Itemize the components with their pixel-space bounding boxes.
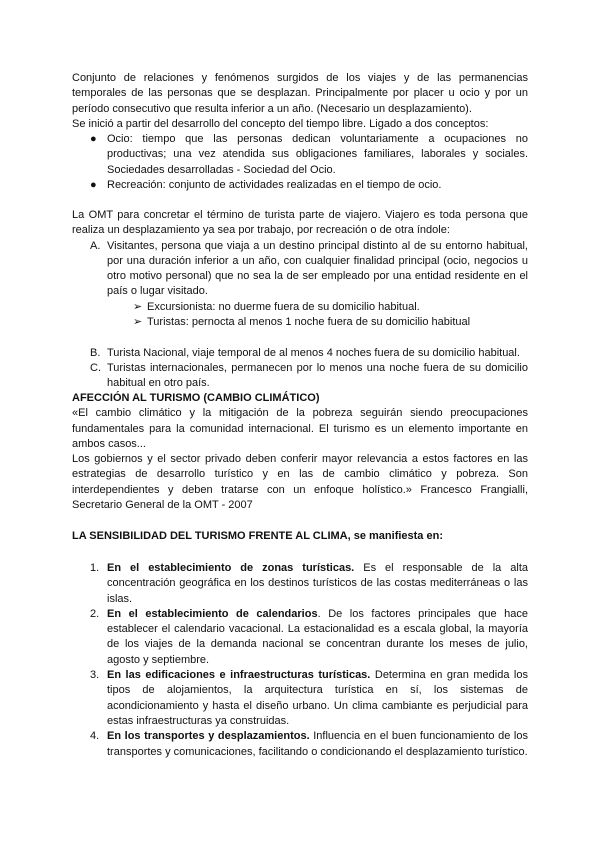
list-item-text: Recreación: conjunto de actividades realizadas en el tiempo de ocio. (107, 179, 442, 192)
list-item (72, 668, 528, 729)
list-item-text: Visitantes, persona que viaja a un destino principal distinto al de su entorno habitual, por una duración inferior a un año, con cualquier finalidad principal (ocio, negocios u otro motivo personal) que no sea la de ser empleado por una entidad residente en el país o lugar visitado. (107, 239, 528, 298)
list-item-text: Influencia en el buen funcionamiento de los transportes y comunicaciones, facilitando o condicionando el desplazamiento turístico. (107, 730, 528, 758)
sub-item (72, 315, 528, 330)
quote-paragraph: Los gobiernos y el sector privado deben conferir mayor relevancia a estos factores en las estrategias de desarrollo turístico y en las de cambio climático y pobreza. Son interdependientes y deben tratarse con un enfoque holístico.» Francesco Frangialli, Secretario General de la OMT - 2007 (72, 453, 528, 512)
list-item-title: En el establecimiento de zonas turísticas. (107, 562, 355, 574)
list-item (72, 561, 528, 607)
list-marker: 1. (90, 562, 100, 574)
heading-rest: se manifiesta en: (350, 530, 443, 542)
list-item-title: En los transportes y desplazamientos. (107, 730, 310, 743)
list-item-text: Turistas internacionales, permanecen por lo menos una noche fuera de su domicilio habitual en otro país. (107, 361, 528, 390)
intro-section (72, 71, 528, 193)
list-marker: A. (90, 239, 101, 252)
arrow-icon: ➢ (133, 316, 143, 329)
list-item (72, 178, 528, 193)
list-item (72, 361, 528, 392)
section-heading: AFECCIÓN AL TURISMO (CAMBIO CLIMÁTICO) (72, 392, 320, 404)
bullet-icon: ● (90, 179, 97, 192)
list-item (72, 729, 528, 760)
sensibilidad-heading (72, 529, 528, 544)
arrow-icon: ➢ (133, 300, 143, 313)
sub-item (72, 300, 528, 315)
heading-bold: LA SENSIBILIDAD DEL TURISMO FRENTE AL CLIMA, (72, 530, 351, 542)
bullet-icon: ● (90, 133, 97, 146)
list-marker: 2. (90, 607, 100, 620)
definition-paragraph: Conjunto de relaciones y fenómenos surgidos de los viajes y de las permanencias temporales de las personas que se desplazan. Principalmente por placer u ocio y por un período consecutivo que resulta inferior a un año. (Necesario un desplazamiento). (72, 72, 528, 115)
sub-item-text: Turistas: pernocta al menos 1 noche fuera de su domicilio habitual (147, 316, 471, 329)
list-item (72, 239, 528, 300)
list-item (72, 132, 528, 178)
quote-paragraph: «El cambio climático y la mitigación de la pobreza seguirán siendo preocupaciones fundamentales para la comunidad internacional. El turismo es un elemento importante en ambos casos... (72, 407, 528, 450)
omt-section (72, 208, 528, 392)
list-marker: 4. (90, 730, 100, 743)
list-item (72, 607, 528, 668)
sensibilidad-list (72, 561, 528, 760)
list-item-text: Es el responsable de la alta concentración geográfica en los destinos turísticos de las costas mediterráneas o las islas. (107, 562, 528, 605)
afeccion-section (72, 391, 528, 513)
list-marker: C. (90, 361, 101, 374)
origin-paragraph: Se inició a partir del desarrollo del concepto del tiempo libre. Ligado a dos conceptos: (72, 117, 489, 130)
list-marker: 3. (90, 669, 100, 682)
list-item-title: En las edificaciones e infraestructuras turísticas. (107, 669, 371, 682)
list-item-title: En el establecimiento de calendarios (107, 607, 318, 620)
sub-item-text: Excursionista: no duerme fuera de su domicilio habitual. (147, 300, 420, 313)
list-item-text: Determina en gran medida los tipos de alojamientos, la arquitectura turística en sí, los sistemas de acondicionamiento y hasta el diseño urbano. Un clima cambiante es perjudicial para estas infraestructuras ya construidas. (107, 669, 528, 727)
list-item-text: Ocio: tiempo que las personas dedican voluntariamente a ocupaciones no productivas; una vez atendida sus obligaciones familiares, laborales y sociales. Sociedades desarrolladas - Sociedad del Ocio. (107, 133, 528, 176)
list-item-text: Turista Nacional, viaje temporal de al menos 4 noches fuera de su domicilio habitual. (107, 346, 520, 359)
list-marker: B. (90, 346, 101, 359)
list-item (72, 346, 528, 361)
list-item-text: . De los factores principales que hace establecer el calendario vacacional. La estacionalidad es a escala global, la mayoría de los viajes de la demanda nacional se concentran durante los meses de julio, agosto y septiembre. (107, 607, 529, 666)
omt-paragraph: La OMT para concretar el término de turista parte de viajero. Viajero es toda persona que realiza un desplazamiento ya sea por trabajo, por recreación o de otra índole: (72, 209, 528, 237)
